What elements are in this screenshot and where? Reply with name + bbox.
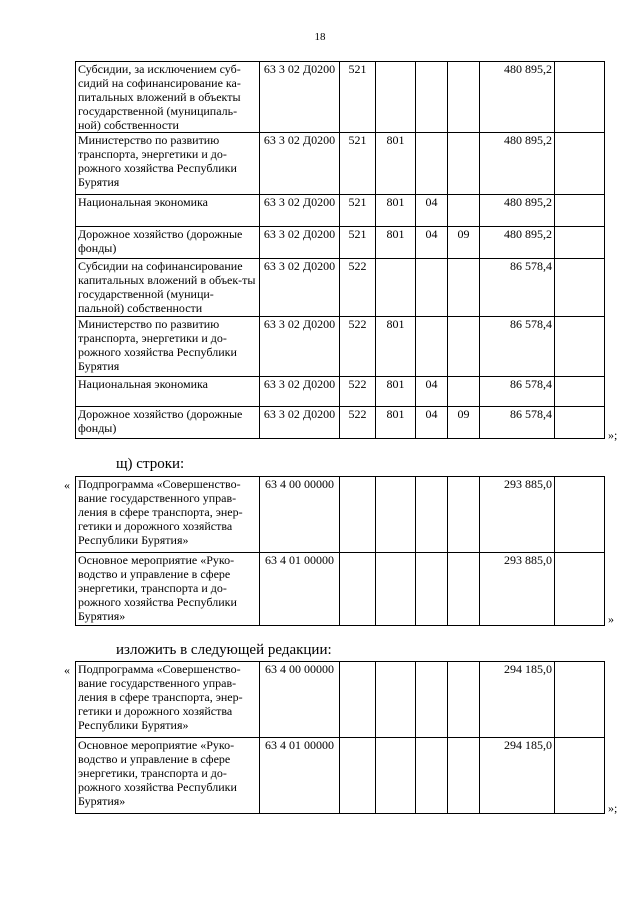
- section-code: [416, 259, 448, 317]
- expense-type-code: [340, 662, 376, 738]
- row-name: Дорожное хозяйство (дорожные фонды): [76, 407, 260, 439]
- administrator-code: 801: [376, 227, 416, 259]
- subsection-code: [448, 553, 480, 626]
- administrator-code: 801: [376, 377, 416, 407]
- amount: 294 185,0: [480, 662, 555, 738]
- administrator-code: 801: [376, 195, 416, 227]
- section-code: [416, 738, 448, 814]
- extra-cell: [555, 553, 605, 626]
- administrator-code: [376, 553, 416, 626]
- administrator-code: [376, 477, 416, 553]
- target-article-code: 63 3 02 Д0200: [260, 62, 340, 133]
- extra-cell: [555, 477, 605, 553]
- page-number: 18: [314, 31, 326, 43]
- extra-cell: [555, 259, 605, 317]
- amount: 86 578,4: [480, 259, 555, 317]
- expense-type-code: 522: [340, 317, 376, 377]
- expense-type-code: 522: [340, 377, 376, 407]
- amount: 480 895,2: [480, 227, 555, 259]
- expense-type-code: 521: [340, 195, 376, 227]
- row-name: Основное мероприятие «Руко-водство и управление в сфере энергетики, транспорта и до-рожного хозяйства Республики Бурятия»: [76, 738, 260, 814]
- subsection-code: [448, 62, 480, 133]
- budget-table-main: [75, 61, 605, 439]
- expense-type-code: [340, 553, 376, 626]
- target-article-code: 63 3 02 Д0200: [260, 259, 340, 317]
- row-name: Министерство по развитию транспорта, энергетики и до-рожного хозяйства Республики Бурятия: [76, 317, 260, 377]
- administrator-code: [376, 259, 416, 317]
- expense-type-code: 522: [340, 407, 376, 439]
- amount: 293 885,0: [480, 553, 555, 626]
- expense-type-code: 522: [340, 259, 376, 317]
- section-code: 04: [416, 377, 448, 407]
- amount: 86 578,4: [480, 377, 555, 407]
- target-article-code: 63 3 02 Д0200: [260, 377, 340, 407]
- amount: 480 895,2: [480, 133, 555, 195]
- section-code: [416, 62, 448, 133]
- section-code: [416, 553, 448, 626]
- amount: 86 578,4: [480, 407, 555, 439]
- budget-table-old-rows: [75, 476, 605, 626]
- section-code: [416, 317, 448, 377]
- amount: 480 895,2: [480, 195, 555, 227]
- row-name: Дорожное хозяйство (дорожные фонды): [76, 227, 260, 259]
- administrator-code: 801: [376, 133, 416, 195]
- table-row: [76, 317, 605, 377]
- extra-cell: [555, 407, 605, 439]
- subsection-code: [448, 662, 480, 738]
- row-name: Национальная экономика: [76, 377, 260, 407]
- table-row: [76, 553, 605, 626]
- row-name: Субсидии, за исключением суб-сидий на софинансирование ка-питальных вложений в объекты государственной (муниципаль-ной) собственности: [76, 62, 260, 133]
- section-code: [416, 133, 448, 195]
- administrator-code: [376, 62, 416, 133]
- closing-quote: »;: [608, 801, 618, 815]
- row-name: Подпрограмма «Совершенство-вание государственного управ-ления в сфере транспорта, энер-гетики и дорожного хозяйства Республики Бурятия»: [76, 477, 260, 553]
- opening-quote: «: [64, 478, 70, 492]
- target-article-code: 63 3 02 Д0200: [260, 407, 340, 439]
- extra-cell: [555, 133, 605, 195]
- subsection-code: [448, 195, 480, 227]
- subsection-code: [448, 477, 480, 553]
- row-name: Национальная экономика: [76, 195, 260, 227]
- extra-cell: [555, 662, 605, 738]
- table-row: [76, 195, 605, 227]
- table-row: [76, 259, 605, 317]
- extra-cell: [555, 227, 605, 259]
- subsection-code: 09: [448, 227, 480, 259]
- subsection-code: 09: [448, 407, 480, 439]
- row-name: Субсидии на софинансирование капитальных вложений в объек-ты государственной (муници-пальной) собственности: [76, 259, 260, 317]
- extra-cell: [555, 377, 605, 407]
- table-row: [76, 407, 605, 439]
- closing-quote: »: [608, 612, 614, 626]
- table-row: [76, 662, 605, 738]
- extra-cell: [555, 195, 605, 227]
- table-row: [76, 62, 605, 133]
- section-heading-rows: щ) строки:: [116, 456, 185, 472]
- target-article-code: 63 3 02 Д0200: [260, 195, 340, 227]
- target-article-code: 63 3 02 Д0200: [260, 227, 340, 259]
- subsection-code: [448, 738, 480, 814]
- section-code: [416, 662, 448, 738]
- administrator-code: 801: [376, 407, 416, 439]
- amount: 293 885,0: [480, 477, 555, 553]
- table-row: [76, 227, 605, 259]
- target-article-code: 63 3 02 Д0200: [260, 317, 340, 377]
- table-row: [76, 477, 605, 553]
- section-code: 04: [416, 195, 448, 227]
- extra-cell: [555, 317, 605, 377]
- table-row: [76, 377, 605, 407]
- section-code: 04: [416, 227, 448, 259]
- section-code: 04: [416, 407, 448, 439]
- table-row: [76, 133, 605, 195]
- administrator-code: 801: [376, 317, 416, 377]
- opening-quote: «: [64, 663, 70, 677]
- subsection-code: [448, 259, 480, 317]
- administrator-code: [376, 662, 416, 738]
- expense-type-code: 521: [340, 227, 376, 259]
- subsection-code: [448, 133, 480, 195]
- extra-cell: [555, 738, 605, 814]
- target-article-code: 63 4 00 00000: [260, 477, 340, 553]
- target-article-code: 63 4 01 00000: [260, 738, 340, 814]
- target-article-code: 63 4 00 00000: [260, 662, 340, 738]
- subsection-code: [448, 377, 480, 407]
- expense-type-code: 521: [340, 133, 376, 195]
- row-name: Подпрограмма «Совершенство-вание государственного управ-ления в сфере транспорта, энер-гетики и дорожного хозяйства Республики Бурятия»: [76, 662, 260, 738]
- budget-table-new-rows: [75, 661, 605, 814]
- target-article-code: 63 3 02 Д0200: [260, 133, 340, 195]
- row-name: Основное мероприятие «Руко-водство и управление в сфере энергетики, транспорта и до-рожного хозяйства Республики Бурятия»: [76, 553, 260, 626]
- table-row: [76, 738, 605, 814]
- subsection-code: [448, 317, 480, 377]
- amount: 294 185,0: [480, 738, 555, 814]
- section-heading-new-edition: изложить в следующей редакции:: [116, 642, 332, 658]
- expense-type-code: 521: [340, 62, 376, 133]
- amount: 86 578,4: [480, 317, 555, 377]
- row-name: Министерство по развитию транспорта, энергетики и до-рожного хозяйства Республики Бурятия: [76, 133, 260, 195]
- extra-cell: [555, 62, 605, 133]
- administrator-code: [376, 738, 416, 814]
- expense-type-code: [340, 738, 376, 814]
- amount: 480 895,2: [480, 62, 555, 133]
- target-article-code: 63 4 01 00000: [260, 553, 340, 626]
- expense-type-code: [340, 477, 376, 553]
- section-code: [416, 477, 448, 553]
- closing-quote: »;: [608, 428, 618, 442]
